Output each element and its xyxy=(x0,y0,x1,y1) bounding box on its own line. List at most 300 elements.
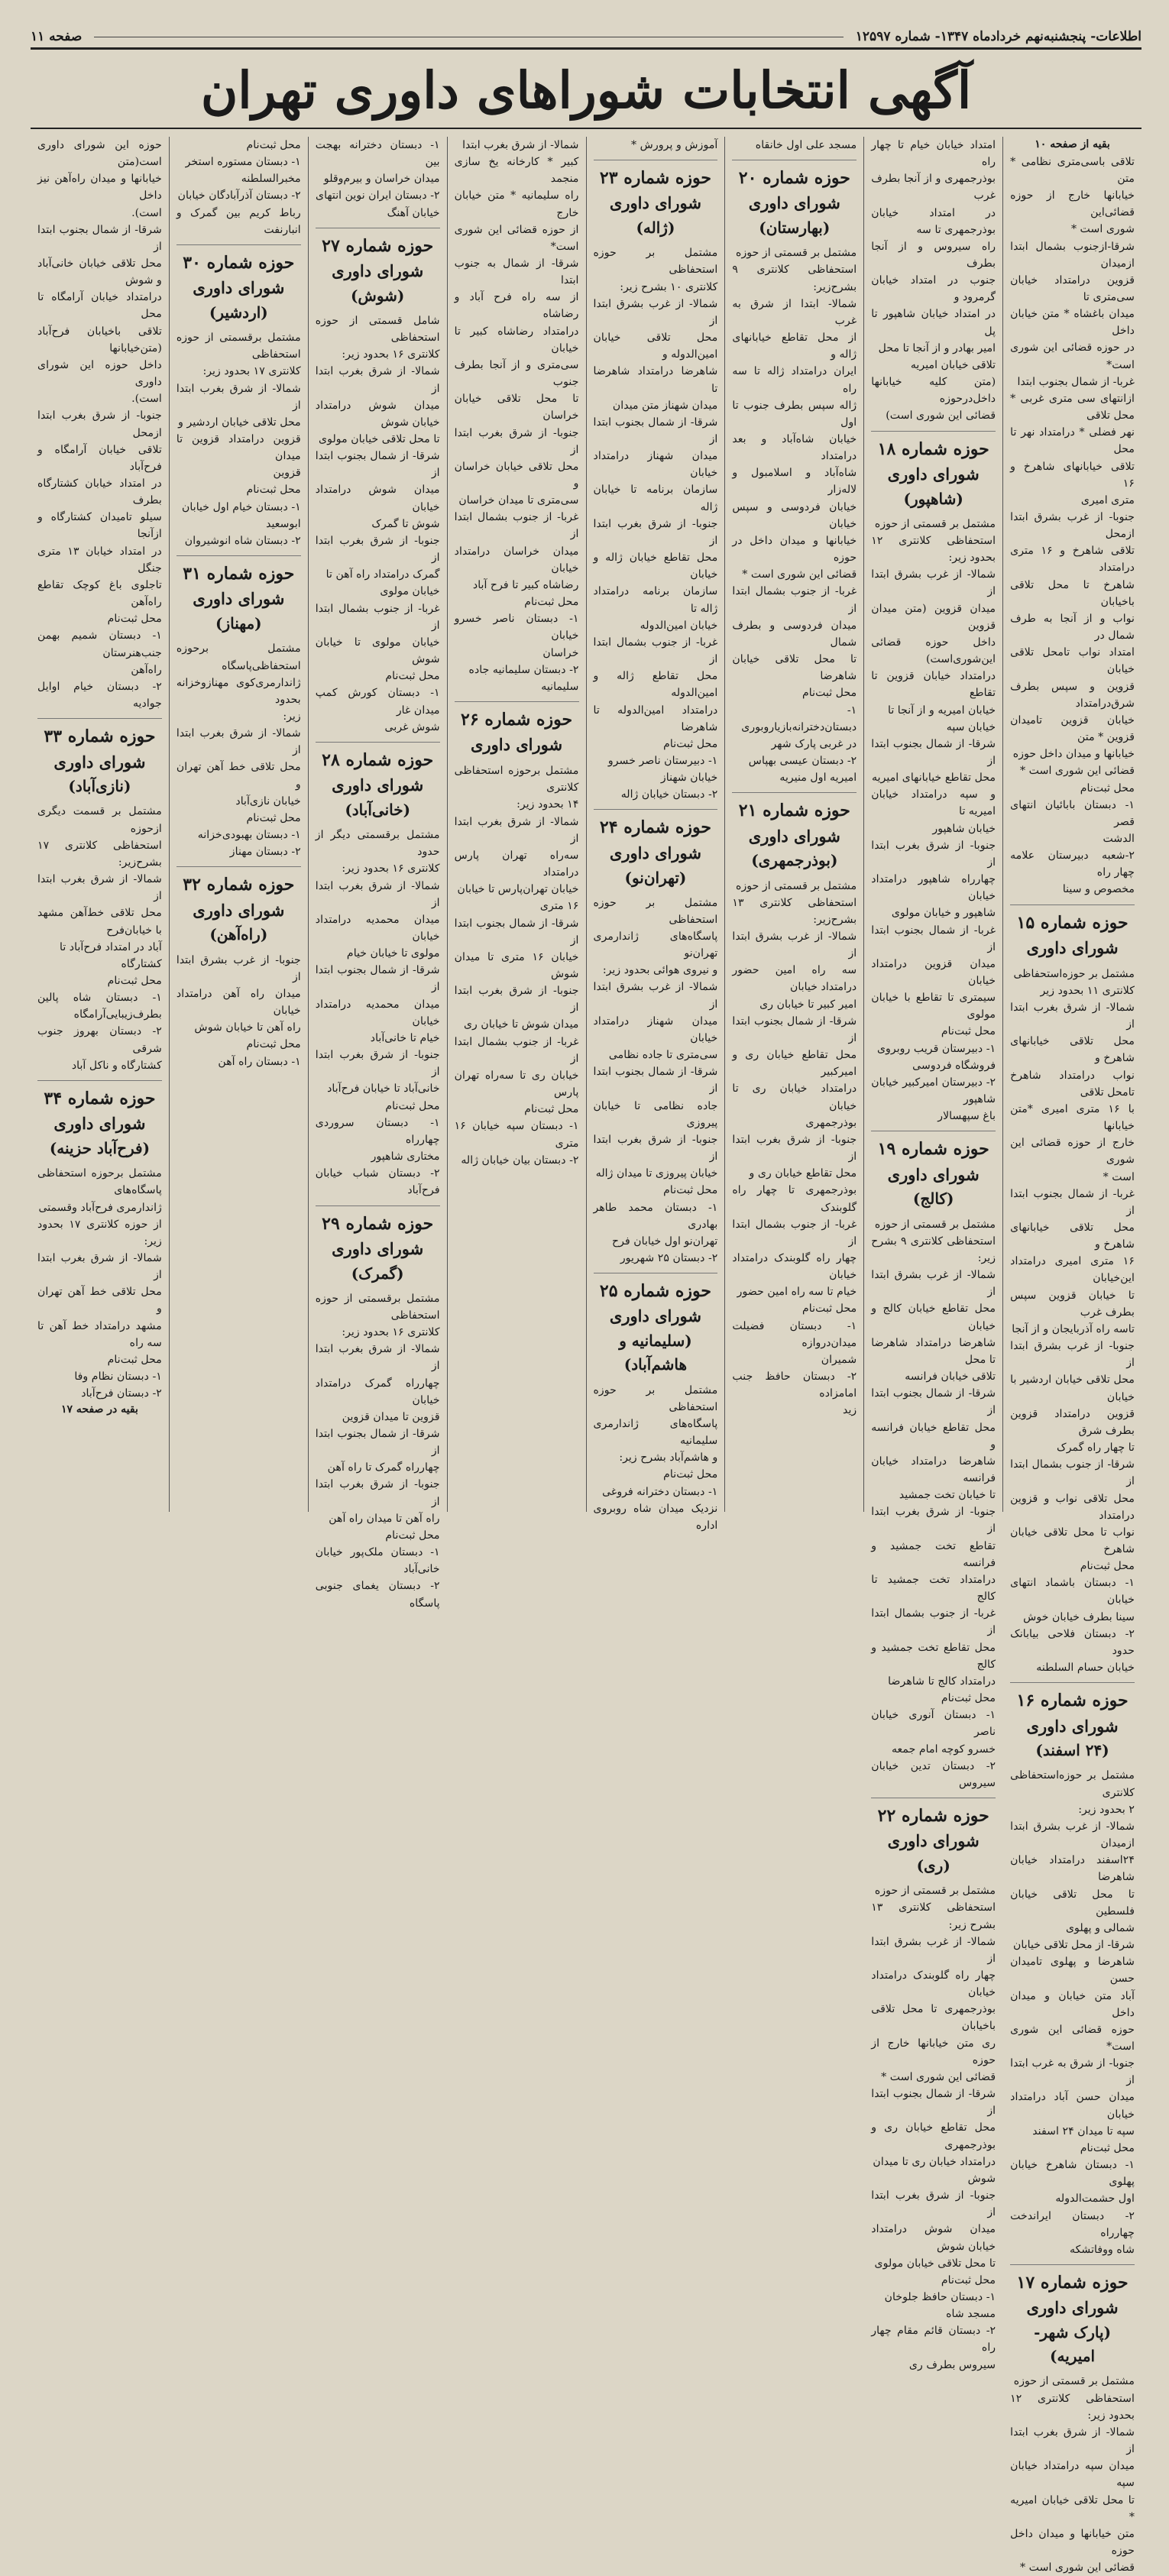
text-line: درامتداد خیابان آرامگاه تا محل xyxy=(37,291,162,321)
text-line: جنوبا- از شرق بغرب ابتدا از xyxy=(871,2189,996,2219)
text-line: (متن کلیه خیابانها داخل‌درحوزه xyxy=(871,376,996,406)
text-line: رضاشاه کبیر تا فرح آباد xyxy=(472,578,579,591)
text-line: مشتمل بر حوزه استحفاظی xyxy=(593,1383,718,1413)
text-line: شرقا- از شمال بجنوب ابتدا از xyxy=(37,223,162,253)
text-line: محل تلاقی خیابان ‌اردشیر با خیابان xyxy=(1010,1374,1135,1403)
text-line: مشتمل بر حوزه استحفاظی xyxy=(593,896,718,926)
text-line: مشتمل بر قسمت دیگری ازحوزه xyxy=(37,805,162,835)
column-2 xyxy=(863,137,1002,2371)
text-line: محل تقاطع خیابانهای امیریه xyxy=(872,772,996,785)
text-line: نواب تا محل تلاقی خیابان شاهرخ xyxy=(1010,1526,1135,1555)
text-line: خیام تا سه راه امین حضور xyxy=(737,1286,857,1299)
text-line: قزوین و سپس بطرف شرق‌درامتداد xyxy=(1010,680,1135,710)
text-line: غربا- از جنوب بشمال ابتدا از xyxy=(593,636,718,666)
text-line: تلاقی خیابانهای شاهرخ و ۱۶ xyxy=(1010,460,1135,490)
masthead-issue-info: اطلاعات- پنجشنبه‌نهم خردادماه ۱۳۴۷- شماره ۱۲۵۹۷ xyxy=(855,29,1141,44)
district-heading-num: حوزه شماره ۲۰ xyxy=(738,168,850,189)
text-line: شاه‌آباد و اسلامبول و لاله‌زار xyxy=(732,467,857,497)
text-line: محل ثبت‌نام xyxy=(941,2273,996,2286)
text-line: شرقا-ازجنوب بشمال ابتدا ازمیدان xyxy=(1010,240,1135,270)
text-line: استحفاظی کلانتری ۱۲ بحدود زیر: xyxy=(1010,2392,1135,2422)
text-line: خراسان xyxy=(542,646,579,659)
district-heading-area: (سلیمانیه و هاشم‌آباد) xyxy=(619,1332,692,1374)
text-line: سازمان برنامه تا خیابان ژاله xyxy=(593,484,718,513)
article-paragraph xyxy=(871,1882,996,2374)
district-heading-title: شورای داوری xyxy=(53,752,146,772)
text-line: شمالا- از شرق بغرب ابتدا از xyxy=(176,382,301,412)
text-line: ۲- دبستان ایران نوین انتهای xyxy=(315,189,440,202)
text-line: محل ثبت‌نام xyxy=(941,1025,996,1038)
text-line: آموزش و پرورش * xyxy=(631,138,718,151)
text-line: محل ثبت‌نام xyxy=(385,1529,440,1542)
text-line: غربا- از جنوب بشمال ابتدا از xyxy=(732,1218,857,1248)
text-line: محل ثبت‌نام xyxy=(1080,782,1135,794)
text-line: شرقا- از محل تلاقی خیابان xyxy=(1012,1939,1135,1952)
text-line: ۲- دبستان حافظ جنب امامزاده xyxy=(732,1371,857,1400)
district-heading-num: حوزه شماره ۲۴ xyxy=(599,817,711,838)
text-line: باغ سپهسالار xyxy=(937,1110,996,1123)
text-line: و سپه درامتداد خیابان امیریه تا xyxy=(871,788,996,818)
article-paragraph xyxy=(1010,1767,1135,2258)
text-line: ژاندارمری‌کوی مهنازو‌خزانه بحدود xyxy=(176,676,301,706)
text-line: امیریه اول منیریه xyxy=(779,772,857,785)
district-heading-title: شورای داوری xyxy=(609,1306,701,1326)
article-paragraph xyxy=(176,137,301,238)
text-line: قزوین تا میدان قزوین xyxy=(342,1410,440,1423)
district-heading-num: حوزه شماره ۲۷ xyxy=(322,235,434,256)
text-line: ۱- دبستان بابائیان انتهای قصر xyxy=(1010,798,1135,828)
continued-from-note: بقیه از صفحه ۱۰ xyxy=(1035,138,1110,150)
text-line: شوش تا گمرک xyxy=(371,517,440,530)
text-line: محل ثبت‌نام xyxy=(802,687,857,700)
district-heading xyxy=(871,1131,996,1211)
text-line: سپه تا میدان ۲۴ اسفند xyxy=(1032,2125,1135,2137)
district-heading-title: شورای داوری xyxy=(332,261,424,280)
district-heading-num: حوزه شماره ۲۲ xyxy=(877,1805,989,1826)
text-line: خیابان حسام السلطنه xyxy=(1036,1662,1135,1675)
text-line: قزوین درامتداد قزوین تا میدان xyxy=(176,433,301,463)
text-line: محل تقاطع ژاله و امین‌الدوله xyxy=(593,670,718,700)
text-line: در امتداد خیابان ۱۳ متری جنگل xyxy=(37,545,162,574)
text-line: ۲- دبستان قائم مقام چهار راه xyxy=(871,2325,996,2354)
text-line: شرقا- از شمال بجنوب ابتدا از xyxy=(593,1066,718,1095)
district-heading-title: شورای داوری xyxy=(332,1238,424,1258)
district-heading xyxy=(594,809,718,889)
text-line: محل تقاطع خیابان ری و امیرکبیر xyxy=(732,1049,857,1079)
text-line: در امتداد خیابان کشتارگاه بطرف xyxy=(37,477,162,507)
text-line: شمالا- از شرق بغرب ابتدا از xyxy=(37,873,162,903)
text-line: تلاقی خیابان فرانسه xyxy=(905,1371,996,1383)
text-line: کلانتری ۱۷ بحدود زیر: xyxy=(202,365,301,378)
text-line: غربا- از شمال بجنوب ابتدا از xyxy=(1010,1187,1135,1217)
text-line: ری متن خیابانها خارج از حوزه xyxy=(871,2037,996,2066)
text-line: تا چهار راه گمرک xyxy=(1057,1442,1135,1455)
text-line: خیابان فردوسی و سپس خیابان xyxy=(732,500,857,530)
district-heading xyxy=(1010,1682,1135,1762)
text-line: محل تقاطع خیابان ری و xyxy=(749,1167,857,1180)
text-line: ۱- دبستان راه آهن xyxy=(218,1055,301,1068)
text-line: تلاقی خیابان امیریه xyxy=(910,358,996,371)
text-line: شاهرضا درامتداد خیابان فرانسه xyxy=(871,1455,996,1485)
district-heading-title: شورای داوری xyxy=(887,1831,980,1851)
district-heading-area: (گمرک) xyxy=(351,1264,404,1283)
text-line: محل ثبت‌نام xyxy=(246,138,301,151)
text-line: شوری است * xyxy=(1070,223,1135,236)
text-line: ۱۴ بحدود زیر: xyxy=(516,798,579,811)
text-line: ۱- دبستان‌دخترانه‌بازیاروبوری xyxy=(741,704,857,733)
text-line: ۲- دبستان بیان خیابان ژاله xyxy=(461,1154,579,1167)
text-line: میدان شهناز متن میدان xyxy=(612,399,718,412)
district-heading-area: (بهارستان) xyxy=(759,218,831,238)
article-paragraph xyxy=(37,803,162,1074)
text-line: میدان قزوین (متن میدان قزوین xyxy=(871,602,996,632)
text-line: از حوزه کلانتری ۱۷ بحدود زیر: xyxy=(37,1218,162,1248)
text-line: ۲-شعبه دبیرستان علامه چهار راه xyxy=(1010,849,1135,879)
text-line: ۲۴اسفند درامتداد خیابان شاهرضا xyxy=(1010,1854,1135,1884)
text-line: محل تقاطع خیابان فرانسه و xyxy=(871,1421,996,1451)
text-line: تا محل تلاقی خیابان خراسان xyxy=(454,393,579,422)
text-line: میدان باغشاه * متن خیابان داخل xyxy=(1010,308,1135,338)
text-line: داخل حوزه قضائی این‌شوری‌است) xyxy=(871,636,996,666)
text-line: ۱- دبستان شاه پالین بطرف‌زیبایی‌آرامگاه xyxy=(37,992,162,1021)
text-line: میدان شوش درامتداد خیابان شوش xyxy=(315,399,440,429)
district-heading xyxy=(37,1080,162,1160)
text-line: درامتداد خیابان قزوین تا تقاطع xyxy=(871,670,996,700)
text-line: ۱- دبستان حافظ جلوخان xyxy=(884,2290,996,2303)
article-paragraph xyxy=(176,952,301,1070)
text-line: گمرک درامتداد راه آهن تا xyxy=(325,568,440,581)
text-line: خیابانها و میدان راه‌آهن نیز داخل xyxy=(37,173,162,202)
district-heading-num: حوزه شماره ۳۱ xyxy=(183,564,295,584)
text-line: ۲- دبستان فلاحی بیابانک حدود xyxy=(1010,1627,1135,1657)
text-line: تلاقی شاهرخ و ۱۶ متری درامتداد xyxy=(1010,545,1135,574)
text-line: ازانتهای سی متری غربی * محل تلاقی xyxy=(1010,392,1135,422)
text-line: مشتمل بر قسمتی از حوزه xyxy=(874,1218,996,1231)
column-5 xyxy=(447,137,586,1512)
text-line: کلانتری ۱۶ بحدود زیر: xyxy=(342,862,440,875)
text-line: ۲- دبستان خیابان ژاله xyxy=(620,788,718,801)
text-line: ایران درامتداد ژاله تا سه راه xyxy=(732,365,857,395)
district-heading-title: شورای داوری xyxy=(53,1114,146,1134)
text-line: محل تقاطع خیابان ژاله و خیابان xyxy=(593,552,718,581)
text-line: شرقا- از شمال بجنوب ابتدا از xyxy=(315,450,440,480)
text-line: جنوبا- از غرب بشرق ابتدا ازمحل xyxy=(1010,511,1135,541)
text-line: محل ثبت‌نام xyxy=(802,1303,857,1316)
text-line: جنوبا- از شرق بغرب ابتدا از xyxy=(593,1133,718,1163)
text-line: راه‌آهن xyxy=(131,663,162,676)
text-line: تا خیابان تخت جمشید xyxy=(899,1489,996,1502)
text-line: ۱- دبستان آنوری خیابان ناصر xyxy=(871,1709,996,1739)
district-heading-title: شورای داوری xyxy=(1026,2298,1119,2318)
text-line: امتداد نواب تامحل تلاقی خیابان xyxy=(1010,646,1135,676)
text-line: مشتمل بر حوزه‌استحفاظی xyxy=(1013,967,1135,980)
text-line: جنوبا- از غرب بشرق ابتدا از xyxy=(1010,1340,1135,1370)
article-paragraph xyxy=(732,244,857,786)
text-line: شمالا- از غرب بشرق ابتدا از xyxy=(871,1269,996,1299)
text-line: خیابان مولوی xyxy=(380,585,440,598)
text-line: شاهپور و خیابان مولوی xyxy=(891,907,996,920)
text-line: ۱- دبیرستان ناصر خسرو xyxy=(607,754,718,767)
text-line: محل ثبت‌نام xyxy=(246,1038,301,1051)
text-line: سیمتری تا تقاطع با خیابان مولوی xyxy=(871,992,996,1021)
text-line: بوذرجمهری تا چهار راه گلوبندک xyxy=(732,1184,857,1214)
text-line: خیابان شاهپور xyxy=(932,822,996,835)
column-1 xyxy=(1002,137,1141,2574)
text-line: میدان محمدیه درامتداد خیابان xyxy=(315,998,440,1027)
text-line: شمالا- از شرق بغرب ابتدا از xyxy=(176,727,301,757)
text-line: میدان سپه درامتداد خیابان سپه xyxy=(1010,2460,1135,2490)
text-line: جنوبا- از شرق بغرب ابتدا از xyxy=(871,1506,996,1536)
text-line: ۱- دبستان سروردی چهارراه xyxy=(315,1116,440,1146)
text-line: ۱۶ متری xyxy=(539,900,579,913)
text-line: ۱- دبستان شمیم بهمن جنب‌هنرستان xyxy=(37,629,162,659)
text-line: سه راه امین حضور درامتداد خیابان xyxy=(732,964,857,994)
column-8 xyxy=(31,137,169,1512)
text-line: خیابان پیروزی تا میدان ژاله xyxy=(595,1167,718,1180)
text-line: خیابان قزوین تامیدان قزوین * متن xyxy=(1010,714,1135,744)
text-line: شمالا- از شرق بغرب ابتدا xyxy=(462,138,579,151)
text-line: جنوبا- از شرق بغرب ابتدا از xyxy=(454,985,579,1015)
text-line: درامتداد کالج تا شاهرضا xyxy=(888,1675,996,1688)
article-paragraph xyxy=(871,516,996,1125)
text-line: امیر بهادر و از آنجا تا محل xyxy=(878,341,996,354)
text-line: ۱- دبستان نظام وفا xyxy=(74,1371,162,1383)
article-paragraph xyxy=(37,137,162,712)
text-line: خیابان تهران‌پارس تا خیابان xyxy=(457,883,579,896)
district-heading xyxy=(871,431,996,511)
district-heading-title: شورای داوری xyxy=(193,900,285,920)
district-heading-area: (شاهپور) xyxy=(903,489,963,508)
text-line: مسجد علی اول خانقاه xyxy=(755,138,857,151)
district-heading-num: حوزه شماره ۲۹ xyxy=(322,1213,434,1234)
district-heading xyxy=(176,244,301,325)
text-line: جنوبا- از شرق بغرب ابتدا از xyxy=(454,426,579,456)
text-line: تقاطع تخت جمشید و فرانسه xyxy=(871,1539,996,1569)
district-heading-area: (پارک شهر- امیریه) xyxy=(1034,2323,1112,2366)
article-paragraph xyxy=(1010,2373,1135,2576)
text-line: ژاله سپس بطرف جنوب تا اول xyxy=(732,399,857,429)
text-line: سی‌متری و از آنجا بطرف جنوب xyxy=(454,358,579,389)
district-heading-area: (تهران‌نو) xyxy=(624,868,687,887)
article-paragraph xyxy=(455,762,579,1169)
text-line: ۲- دبستان شاه انوشیروان xyxy=(184,534,301,547)
district-heading xyxy=(316,1205,440,1286)
text-line: ۲- دبستان خیام اوایل جوادیه xyxy=(37,680,162,710)
text-line: شرقا- از شمال بجنوب ابتدا از xyxy=(593,416,718,446)
text-line: خیابان شهناز xyxy=(660,772,718,785)
text-line: شوش xyxy=(967,2172,996,2185)
text-line: محل ثبت‌نام xyxy=(524,1103,579,1116)
text-line: ۱- دبستان دخترانه بهجت بین xyxy=(315,138,440,169)
text-line: شمالا- از غرب بشرق ابتدا از xyxy=(593,981,718,1011)
text-line: ۱- دبستان فضیلت میدان‌دروازه xyxy=(732,1319,857,1349)
text-line: و نیروی هوائی بحدود زیر: xyxy=(602,964,718,977)
text-line: محل تلاقی خیابانهای شاهرخ و xyxy=(1010,1222,1135,1251)
district-heading-num: حوزه شماره ۱۵ xyxy=(1016,912,1129,933)
text-line: شرقا- از شمال بجنوب ابتدا از xyxy=(732,1015,857,1044)
text-line: جاده نظامی تا خیابان پیروزی xyxy=(593,1099,718,1129)
text-line: میدان راه آهن درامتداد خیابان xyxy=(176,987,301,1018)
text-line: بوذرجمهری و از آنجا بطرف غرب xyxy=(871,173,996,202)
text-line: میدان خراسان و بیرم‌وقلو xyxy=(323,173,440,186)
text-line: استحفاظی کلانتری ۱۳ بشرح زیر: xyxy=(871,1901,996,1931)
text-line: بوذرجمهری تا محل تلاقی باخیابان xyxy=(871,2003,996,2033)
text-line: غربا- از جنوب بشمال ابتدا از xyxy=(732,585,857,615)
text-line: شمالی و پهلوی xyxy=(1065,1921,1135,1934)
text-line: شرقا- از شمال بجنوب ابتدا از xyxy=(871,1387,996,1417)
text-line: خانی‌آباد تا خیابان فرح‌آباد xyxy=(327,1083,440,1095)
text-line: رباط کریم بین گمرک و انبارنفت xyxy=(176,206,301,236)
article-paragraph xyxy=(594,137,718,154)
text-line: مشتمل برقسمتی از حوزه استحفاظی xyxy=(176,332,301,361)
text-line: استحفاظی کلانتری ۹ بشرح زیر: xyxy=(871,1235,996,1264)
article-paragraph xyxy=(871,1216,996,1791)
text-line: چهارراه شاهپور درامتداد خیابان xyxy=(871,873,996,903)
page-headline: آگهی انتخابات شوراهای داوری تهران xyxy=(31,50,1141,129)
district-heading xyxy=(1010,905,1135,961)
district-heading-area: (اردشیر) xyxy=(209,303,268,322)
district-heading-area: (شوش) xyxy=(350,286,405,305)
text-line: تا محل تلاقی خیابان امیریه * xyxy=(1010,2493,1135,2523)
text-line: ۲- دبستان آذرآبادگان خیابان xyxy=(177,189,301,202)
text-line: غربا- از جنوب بشمال ابتدا از xyxy=(454,511,579,541)
text-line: سینا بطرف خیابان خوش xyxy=(1023,1610,1135,1623)
text-line: غربا- از جنوب بشمال ابتدا از xyxy=(454,1035,579,1065)
text-line: نهر فضلی * درامتداد نهر تا محل xyxy=(1010,426,1135,456)
text-line: شاهرضا درامتداد شاهرضا تا محل xyxy=(871,1336,996,1366)
text-line: ۱- دبستان باشماد انتهای خیابان xyxy=(1010,1577,1135,1607)
district-heading-title: شورای داوری xyxy=(471,735,563,755)
text-line: محل ثبت‌نام xyxy=(524,596,579,609)
text-line: میدان قزوین درامتداد خیابان xyxy=(871,957,996,988)
text-line: ۱- دبستان مستوره استخر xyxy=(185,156,301,169)
text-line: خارج از حوزه قضائی این شوری xyxy=(1010,1137,1135,1167)
text-line: کلانتری ۱۶ بحدود زیر: xyxy=(342,348,440,361)
text-line: خیابان امین‌الدوله xyxy=(640,619,718,632)
text-line: قزوین درامتداد خیابان سی‌متری تا xyxy=(1010,273,1135,303)
text-line: شمالا- ابتدا از شرق به غرب xyxy=(732,297,857,327)
text-line: استحفاظی کلانتری ۱۳ بشرح‌زیر: xyxy=(732,896,857,926)
text-line: ۲ بحدود زیر: xyxy=(1078,1803,1135,1816)
text-line: میدان خراسان درامتداد خیابان xyxy=(454,545,579,574)
text-line: قزوین xyxy=(273,467,301,480)
district-heading-num: حوزه شماره ۱۹ xyxy=(877,1139,989,1160)
text-line: خیابانها خارج از حوزه قضائی‌این xyxy=(1010,189,1135,219)
column-6 xyxy=(308,137,447,1610)
text-line: غربا- از جنوب بشمال ابتدا از xyxy=(315,602,440,632)
text-line: مختاری شاهپور xyxy=(371,1150,440,1163)
text-line: شمالا- از شرق بغرب ابتدا از xyxy=(315,879,440,909)
text-line: میدان شهناز درامتداد خیابان xyxy=(593,1015,718,1044)
text-line: خیابانها و میدان داخل در حوزه xyxy=(732,534,857,565)
text-line: ۱- دبستان سپه خیابان ۱۶ متری xyxy=(454,1120,579,1150)
text-line: راه آهن تا خیابان شوش xyxy=(194,1021,301,1034)
text-line: زید xyxy=(843,1404,857,1417)
text-line: میدان حسن آباد درامتداد خیابان xyxy=(1010,2091,1135,2121)
column-7 xyxy=(169,137,308,1512)
text-line: محل ثبت‌نام xyxy=(107,975,162,988)
text-line: حوزه این شورای داوری است(متن xyxy=(37,138,162,169)
text-line: غربا- از شمال بجنوب ابتدا xyxy=(1017,375,1135,388)
text-line: از حوزه قضائی این شوری است* xyxy=(454,223,579,253)
text-line: شمالا- از شرق بغرب ابتدا از xyxy=(37,1251,162,1282)
text-line: محل تقاطع خیابان کالج و خیابان xyxy=(871,1303,996,1332)
text-line: است). xyxy=(131,206,162,219)
text-line: درامتداد تخت جمشید تا کالج xyxy=(871,1573,996,1604)
district-heading-title: شورای داوری xyxy=(887,1164,980,1184)
text-line: بوذرجمهری xyxy=(805,1116,857,1129)
text-line: خیابانها و میدان داخل حوزه xyxy=(1012,748,1135,761)
text-line: محل تلاقی خیابان امین‌الدوله و xyxy=(593,332,718,361)
text-line: راه سلیمانیه * متن خیابان خارج xyxy=(454,189,579,219)
text-line: است * xyxy=(1103,1170,1135,1183)
district-heading-title: شورای داوری xyxy=(193,278,285,298)
text-line: ۱- دبستان شاهرخ خیابان پهلوی xyxy=(1010,2159,1135,2189)
text-line: تا محل تلاقی خیابان مولوی xyxy=(874,2257,996,2270)
text-line: شمالا- از غرب بشرق ابتدا از xyxy=(593,297,718,327)
text-line: ۲- دبستان شباب خیابان فرح‌آباد xyxy=(315,1167,440,1197)
text-line: محل تلاقی خیابان اردشیر و xyxy=(178,416,301,429)
text-line: خیابان مولوی تا خیابان شوش xyxy=(315,636,440,666)
text-line: مشتمل بر قسمتی از حوزه xyxy=(1013,2375,1135,2388)
text-line: مخصوص و سینا xyxy=(1062,883,1135,896)
district-heading-num: حوزه شماره ۳۳ xyxy=(44,727,156,747)
column-3 xyxy=(724,137,863,1512)
district-heading xyxy=(594,160,718,240)
text-line: و هاشم‌آباد بشرح زیر: xyxy=(619,1451,718,1464)
text-line: کلانتری ۱۱ بحدود زیر xyxy=(1040,984,1135,997)
text-line: سیلو تامیدان کشتارگاه و ازآنجا xyxy=(37,511,162,541)
text-line: شرقا- از شمال بجنوب ابتدا از xyxy=(871,737,996,767)
text-line: خیابان سپه xyxy=(946,720,996,733)
text-line: غربا- از جنوب بشمال ابتدا از xyxy=(871,1607,996,1637)
article-paragraph xyxy=(594,1382,718,1534)
text-line: در حوزه قضائی این شوری است* xyxy=(1010,341,1135,371)
text-line: محل تلاقی خیابانهای شاهرخ و xyxy=(1010,1035,1135,1065)
text-line: شمالا- از غرب بشرق ابتدا از xyxy=(732,930,857,960)
text-line: تهران‌نو اول خیابان فرح xyxy=(611,1235,718,1248)
text-line: غربا- از شمال بجنوب ابتدا از xyxy=(871,924,996,953)
text-line: شمالا- از شرق بغرب ابتدا از xyxy=(315,365,440,395)
article-columns xyxy=(31,137,1141,2574)
text-line: میدان شوش درامتداد خیابان xyxy=(315,484,440,513)
text-line: جنوب در امتداد خیابان گرمرود و xyxy=(871,274,996,304)
text-line: شمالا- از شرق بغرب ابتدا از xyxy=(1010,1001,1135,1031)
text-line: خیابان ۱۶ متری تا میدان شوش xyxy=(454,950,579,980)
text-line: شاهرضا درامتداد شاهرضا تا xyxy=(593,365,718,395)
text-line: ۲- دبستان مهناز xyxy=(229,846,301,859)
text-line: زیر: xyxy=(283,710,301,723)
text-line: آباد متن خیابان و میدان داخل xyxy=(1010,1989,1135,2019)
text-line: ۱- دبستان دخترانه فروغی xyxy=(602,1485,718,1498)
text-line: خیابان ری تا سه‌راه تهران پارس xyxy=(454,1069,579,1099)
text-line: شرقا- از شمال بجنوب ابتدا از xyxy=(871,2088,996,2118)
district-heading-title: شورای داوری xyxy=(332,775,424,795)
text-line: محل تلاقی خط آهن تهران و xyxy=(37,1286,162,1316)
page-number: صفحه ۱۱ xyxy=(31,29,83,44)
text-line: در غربی پارک شهر xyxy=(771,737,857,750)
district-heading-area: (راه‌آهن) xyxy=(209,925,268,944)
text-line: محل تلاقی نواب و قزوین درامتداد xyxy=(1010,1492,1135,1522)
text-line: نواب و از آنجا به طرف شمال در xyxy=(1010,612,1135,642)
text-line: شاهرخ تا محل تلاقی باخیابان xyxy=(1010,578,1135,608)
text-line: مشتمل برحوزه استحفاظی کلانتری xyxy=(454,765,579,794)
text-line: ۱- دبستان بهبودی‌خزانه xyxy=(197,829,301,842)
district-heading-title: شورای داوری xyxy=(748,193,840,213)
text-line: الدشت xyxy=(1103,832,1135,845)
text-line: شرقا- از شمال به جنوب ابتدا xyxy=(454,257,579,287)
district-heading-title: شورای داوری xyxy=(609,193,701,213)
